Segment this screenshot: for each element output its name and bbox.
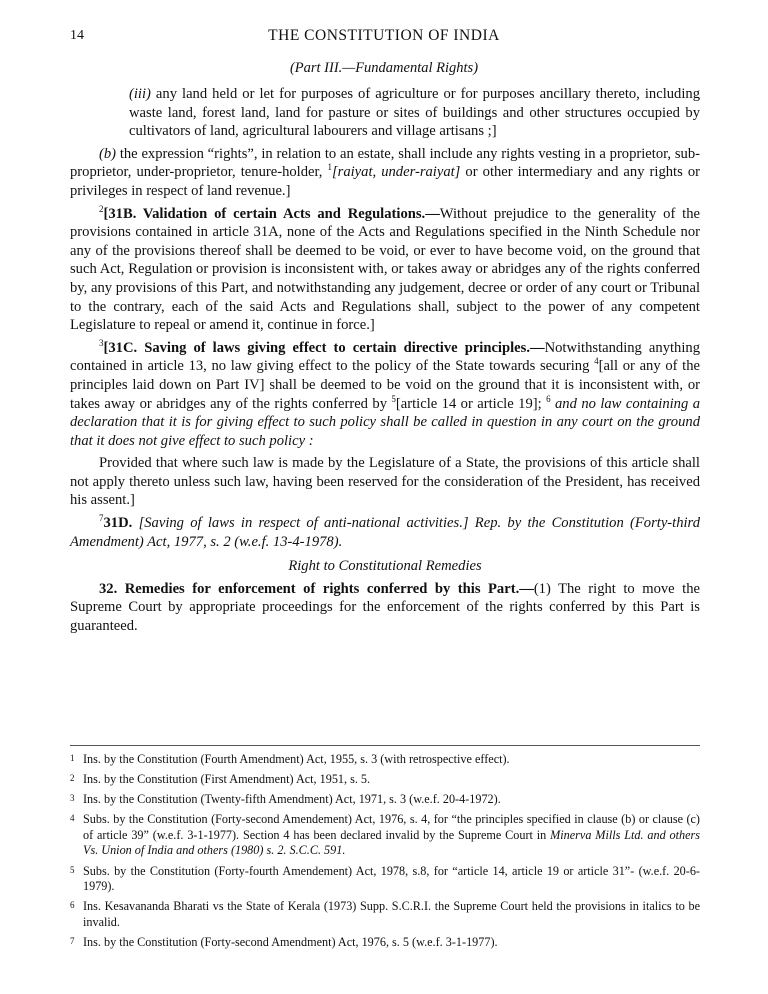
footnote-divider <box>70 745 700 746</box>
section-32: 32. Remedies for enforcement of rights conferred by this Part.—(1) The right to move the Supreme Court by appropriate proceedings for the enforcement of the rights conferred by this Part is guaranteed. <box>70 580 700 635</box>
footnote: 4 Subs. by the Constitution (Forty-second Amendement) Act, 1976, s. 4, for “the principles specified in clause (b) or clause (c) of article 39” (w.e.f. 3-1-1977). Section 4 has been declared invalid by the Supreme Court in Minerva Mills Ltd. and others Vs. Union of India and others (1980) s. 2. S.C.C. 591. <box>70 812 700 858</box>
footnote: 6 Ins. Kesavananda Bharati vs the State of Kerala (1973) Supp. S.C.R.I. the Supreme Court held the provisions in italics to be invalid. <box>70 899 700 929</box>
section-heading: [31B. Validation of certain Acts and Regulations.— <box>103 205 440 222</box>
section-heading: 31D. <box>103 515 133 532</box>
section-31b: $^2$[31B. Validation of certain Acts and Regulations.—Without prejudice to the generality of the provisions contained in article 31A, none of the Acts and Regulations specified in the Ninth Schedule nor any of the provisions thereof shall be deemed to be void, or ever to have become void, on the ground that such Act, Regulation or provision is inconsistent with, or takes away or abridges any of the rights conferred by, any provisions of this Part, and notwithstanding any judgement, decree or order of any court or Tribunal to the contrary, each of the said Acts and Regulations shall, subject to the power of any competent Legislature to repeal or amend it, continue in force.] <box>70 203 700 334</box>
footnotes <box>70 752 700 955</box>
footnote: 7 Ins. by the Constitution (Forty-second Amendment) Act, 1976, s. 5 (w.e.f. 3-1-1977). <box>70 934 498 949</box>
page-title: THE CONSTITUTION OF INDIA <box>268 27 500 44</box>
footnote-ref: 6 <box>546 393 551 404</box>
part-heading: (Part III.—Fundamental Rights) <box>289 60 479 76</box>
section-31c: $^3$[31C. Saving of laws giving effect to certain directive principles.—Notwithstanding anything contained in article 13, no law giving effect to the policy of the State towards securing $^4$[all or any of the principles laid down on Part IV] shall be deemed to be void on the ground that it is inconsistent with, or takes away or abridges any of the rights conferred by $^5$[article 14 or article 19]; $^6$ and no law containing a declaration that it is for giving effect to such policy shall be called in question in any court on the ground that it does not give effect to such policy : <box>70 337 700 449</box>
section-heading: 32. Remedies for enforcement of rights conferred by this Part.— <box>99 580 534 597</box>
clause-b: (b) the expression “rights”, in relation to an estate, shall include any rights vesting in a proprietor, sub-proprietor, under-proprietor, tenure-holder, $^1$[raiyat, under-raiyat] or other intermediary and any rights or privileges in respect of land revenue.] <box>70 145 700 199</box>
body-text <box>70 85 700 640</box>
page-number: 14 <box>70 28 84 43</box>
clause-iii: (iii) any land held or let for purposes of agriculture or for purposes ancillary thereto, including waste land, forest land, land for pasture or sites of buildings and other structures occupied by cultivators of land, agricultural labourers and village artisans ;] <box>129 86 700 140</box>
footnote: 1 Ins. by the Constitution (Fourth Amendment) Act, 1955, s. 3 (with retrospective effect). <box>70 752 510 766</box>
footnote: 3 Ins. by the Constitution (Twenty-fifth Amendment) Act, 1971, s. 3 (w.e.f. 20-4-1972). <box>70 792 501 807</box>
footnote-ref: 2 <box>99 203 104 214</box>
footnote-ref: 5 <box>391 393 396 404</box>
footnote-ref: 3 <box>99 337 104 348</box>
footnote: 5 Subs. by the Constitution (Forty-fourth Amendement) Act, 1978, s.8, for “article 14, article 19 or article 31”- (w.e.f. 20-6-1979). <box>70 863 700 894</box>
footnote: 2 Ins. by the Constitution (First Amendment) Act, 1951, s. 5. <box>70 772 371 787</box>
footnote-ref: 7 <box>99 513 104 524</box>
section-heading: [31C. Saving of laws giving effect to certain directive principles.— <box>103 339 545 356</box>
footnote-ref: 4 <box>594 356 599 367</box>
footnote-ref: 1 <box>327 162 332 173</box>
subheading-remedies: Right to Constitutional Remedies <box>288 558 482 575</box>
proviso: Provided that where such law is made by the Legislature of a State, the provisions of this article shall not apply thereto unless such law, having been reserved for the consideration of the President, has received his assent.] <box>70 455 700 509</box>
section-31d: $^7$31D. [Saving of laws in respect of anti-national activities.] Rep. by the Constitution (Forty-third Amendment) Act, 1977, s. 2 (w.e.f. 13-4-1978). <box>70 513 700 550</box>
